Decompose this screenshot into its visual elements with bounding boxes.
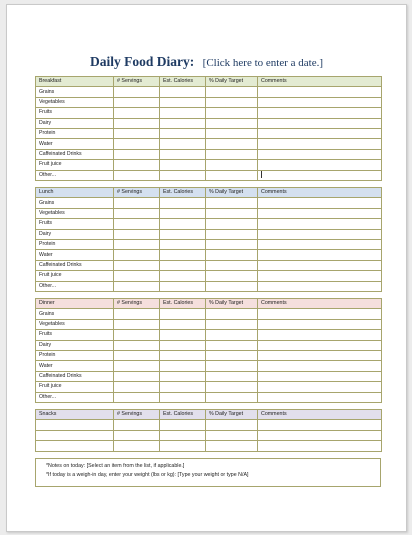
comments-cell[interactable]: [258, 350, 382, 360]
row-label: Caffeinated Drinks: [36, 260, 114, 270]
diary-title: [7, 53, 406, 71]
table-row: [36, 208, 382, 218]
dinner-table: [35, 298, 382, 403]
snack-cell[interactable]: [36, 430, 114, 440]
table-row: [36, 271, 382, 281]
row-label: Water: [36, 139, 114, 149]
servings-cell[interactable]: [114, 361, 160, 371]
col-header-calories: Est. Calories: [160, 77, 206, 87]
servings-cell[interactable]: [114, 229, 160, 239]
calories-cell[interactable]: [160, 340, 206, 350]
servings-cell[interactable]: [114, 160, 160, 170]
row-label: Fruit juice: [36, 160, 114, 170]
table-row: [36, 281, 382, 291]
comments-cell[interactable]: [258, 361, 382, 371]
comments-cell[interactable]: [258, 319, 382, 329]
comments-cell[interactable]: [258, 208, 382, 218]
servings-cell[interactable]: [114, 208, 160, 218]
table-row: [36, 371, 382, 381]
servings-cell[interactable]: [114, 149, 160, 159]
table-row: [36, 340, 382, 350]
snacks-table: [35, 409, 382, 452]
servings-cell[interactable]: [114, 108, 160, 118]
calories-cell[interactable]: [160, 219, 206, 229]
target-cell[interactable]: [206, 309, 258, 319]
col-header-servings: # Servings: [114, 77, 160, 87]
breakfast-table: [35, 76, 382, 181]
table-row: [36, 87, 382, 97]
servings-cell[interactable]: [114, 441, 160, 451]
calories-cell[interactable]: [160, 271, 206, 281]
table-row: [36, 128, 382, 138]
target-cell[interactable]: [206, 260, 258, 270]
target-cell[interactable]: [206, 382, 258, 392]
target-cell[interactable]: [206, 441, 258, 451]
notes-line[interactable]: *Notes on today: [Select an item from the list, if applicable.]: [46, 463, 185, 469]
col-header-comments: Comments: [258, 410, 382, 420]
calories-cell[interactable]: [160, 198, 206, 208]
target-cell[interactable]: [206, 271, 258, 281]
target-cell[interactable]: [206, 340, 258, 350]
row-label: Water: [36, 361, 114, 371]
row-label: Dairy: [36, 229, 114, 239]
row-label: Protein: [36, 128, 114, 138]
comments-cell[interactable]: [258, 87, 382, 97]
row-label: Dairy: [36, 340, 114, 350]
snacks-header-row: [36, 410, 382, 420]
target-cell[interactable]: [206, 239, 258, 249]
calories-cell[interactable]: [160, 392, 206, 402]
row-label: Fruit juice: [36, 271, 114, 281]
target-cell[interactable]: [206, 250, 258, 260]
calories-cell[interactable]: [160, 441, 206, 451]
row-label: Fruits: [36, 330, 114, 340]
comments-cell[interactable]: [258, 330, 382, 340]
target-cell[interactable]: [206, 198, 258, 208]
section-label-lunch: Lunch: [36, 188, 114, 198]
row-label: Grains: [36, 198, 114, 208]
target-cell[interactable]: [206, 170, 258, 180]
calories-cell[interactable]: [160, 250, 206, 260]
comments-cell[interactable]: [258, 382, 382, 392]
servings-cell[interactable]: [114, 371, 160, 381]
comments-cell[interactable]: [258, 139, 382, 149]
row-label: Water: [36, 250, 114, 260]
comments-cell[interactable]: [258, 340, 382, 350]
comments-cell[interactable]: [258, 160, 382, 170]
servings-cell[interactable]: [114, 330, 160, 340]
table-row: [36, 309, 382, 319]
target-cell[interactable]: [206, 108, 258, 118]
comments-cell[interactable]: [258, 392, 382, 402]
calories-cell[interactable]: [160, 371, 206, 381]
calories-cell[interactable]: [160, 97, 206, 107]
col-header-calories: Est. Calories: [160, 410, 206, 420]
calories-cell[interactable]: [160, 382, 206, 392]
calories-cell[interactable]: [160, 239, 206, 249]
col-header-servings: # Servings: [114, 410, 160, 420]
row-label: Other...: [36, 170, 114, 180]
col-header-daily-target: % Daily Target: [206, 299, 258, 309]
lunch-table: [35, 187, 382, 292]
table-row: [36, 361, 382, 371]
row-label: Protein: [36, 350, 114, 360]
comments-cell[interactable]: [258, 250, 382, 260]
table-row: [36, 392, 382, 402]
comments-cell[interactable]: [258, 441, 382, 451]
row-label: Dairy: [36, 118, 114, 128]
col-header-servings: # Servings: [114, 188, 160, 198]
comments-cell[interactable]: [258, 149, 382, 159]
calories-cell[interactable]: [160, 260, 206, 270]
row-label: Caffeinated Drinks: [36, 371, 114, 381]
target-cell[interactable]: [206, 208, 258, 218]
table-row: [36, 108, 382, 118]
calories-cell[interactable]: [160, 319, 206, 329]
section-label-snacks: Snacks: [36, 410, 114, 420]
col-header-servings: # Servings: [114, 299, 160, 309]
comments-cell[interactable]: [258, 118, 382, 128]
servings-cell[interactable]: [114, 420, 160, 430]
table-row: [36, 350, 382, 360]
calories-cell[interactable]: [160, 330, 206, 340]
calories-cell[interactable]: [160, 281, 206, 291]
target-cell[interactable]: [206, 87, 258, 97]
servings-cell[interactable]: [114, 430, 160, 440]
servings-cell[interactable]: [114, 281, 160, 291]
page-title: Daily Food Diary:: [89, 54, 195, 69]
servings-cell[interactable]: [114, 392, 160, 402]
servings-cell[interactable]: [114, 239, 160, 249]
section-label-dinner: Dinner: [36, 299, 114, 309]
col-header-daily-target: % Daily Target: [206, 77, 258, 87]
table-row: [36, 97, 382, 107]
calories-cell[interactable]: [160, 108, 206, 118]
comments-cell[interactable]: [258, 430, 382, 440]
col-header-comments: Comments: [258, 77, 382, 87]
calories-cell[interactable]: [160, 430, 206, 440]
col-header-daily-target: % Daily Target: [206, 410, 258, 420]
calories-cell[interactable]: [160, 170, 206, 180]
calories-cell[interactable]: [160, 361, 206, 371]
target-cell[interactable]: [206, 350, 258, 360]
col-header-calories: Est. Calories: [160, 188, 206, 198]
col-header-calories: Est. Calories: [160, 299, 206, 309]
servings-cell[interactable]: [114, 139, 160, 149]
calories-cell[interactable]: [160, 208, 206, 218]
target-cell[interactable]: [206, 281, 258, 291]
table-row: [36, 420, 382, 430]
table-row: [36, 139, 382, 149]
comments-cell[interactable]: [258, 260, 382, 270]
calories-cell[interactable]: [160, 350, 206, 360]
servings-cell[interactable]: [114, 128, 160, 138]
breakfast-header-row: [36, 77, 382, 87]
comments-cell[interactable]: [258, 97, 382, 107]
target-cell[interactable]: [206, 149, 258, 159]
table-row: [36, 149, 382, 159]
date-field[interactable]: [Click here to enter a date.]: [202, 57, 324, 69]
row-label: Vegetables: [36, 208, 114, 218]
table-row: [36, 330, 382, 340]
table-row: [36, 382, 382, 392]
comments-cell[interactable]: [258, 420, 382, 430]
target-cell[interactable]: [206, 139, 258, 149]
dinner-header-row: [36, 299, 382, 309]
row-label: Fruits: [36, 219, 114, 229]
servings-cell[interactable]: [114, 170, 160, 180]
comments-cell[interactable]: [258, 128, 382, 138]
target-cell[interactable]: [206, 118, 258, 128]
target-cell[interactable]: [206, 229, 258, 239]
weigh-in-line[interactable]: *If today is a weigh-in day, enter your weight (lbs or kg): [Type your weight or type N/A]: [46, 472, 249, 478]
servings-cell[interactable]: [114, 87, 160, 97]
servings-cell[interactable]: [114, 319, 160, 329]
table-row: [36, 441, 382, 451]
comments-cell[interactable]: [258, 309, 382, 319]
servings-cell[interactable]: [114, 250, 160, 260]
servings-cell[interactable]: [114, 309, 160, 319]
row-label: Other...: [36, 392, 114, 402]
target-cell[interactable]: [206, 392, 258, 402]
row-label: Fruits: [36, 108, 114, 118]
row-label: Vegetables: [36, 319, 114, 329]
calories-cell[interactable]: [160, 160, 206, 170]
table-row: [36, 170, 382, 180]
lunch-header-row: [36, 188, 382, 198]
table-row: [36, 260, 382, 270]
calories-cell[interactable]: [160, 420, 206, 430]
table-row: [36, 319, 382, 329]
calories-cell[interactable]: [160, 87, 206, 97]
servings-cell[interactable]: [114, 118, 160, 128]
col-header-comments: Comments: [258, 188, 382, 198]
target-cell[interactable]: [206, 219, 258, 229]
table-row: [36, 160, 382, 170]
calories-cell[interactable]: [160, 309, 206, 319]
target-cell[interactable]: [206, 420, 258, 430]
notes-box: [35, 458, 381, 487]
target-cell[interactable]: [206, 330, 258, 340]
comments-cell[interactable]: [258, 271, 382, 281]
row-label: Grains: [36, 87, 114, 97]
target-cell[interactable]: [206, 361, 258, 371]
servings-cell[interactable]: [114, 382, 160, 392]
row-label: Fruit juice: [36, 382, 114, 392]
calories-cell[interactable]: [160, 128, 206, 138]
document-page: [6, 4, 407, 532]
calories-cell[interactable]: [160, 149, 206, 159]
calories-cell[interactable]: [160, 118, 206, 128]
row-label: Other...: [36, 281, 114, 291]
comments-cell[interactable]: [258, 239, 382, 249]
row-label: Grains: [36, 309, 114, 319]
servings-cell[interactable]: [114, 271, 160, 281]
comments-cell[interactable]: [258, 219, 382, 229]
row-label: Protein: [36, 239, 114, 249]
comments-cell[interactable]: [258, 170, 382, 180]
row-label: Caffeinated Drinks: [36, 149, 114, 159]
table-row: [36, 118, 382, 128]
target-cell[interactable]: [206, 430, 258, 440]
servings-cell[interactable]: [114, 198, 160, 208]
servings-cell[interactable]: [114, 340, 160, 350]
table-row: [36, 239, 382, 249]
comments-cell[interactable]: [258, 198, 382, 208]
table-row: [36, 229, 382, 239]
table-row: [36, 250, 382, 260]
col-header-comments: Comments: [258, 299, 382, 309]
servings-cell[interactable]: [114, 219, 160, 229]
table-row: [36, 219, 382, 229]
target-cell[interactable]: [206, 371, 258, 381]
comments-cell[interactable]: [258, 108, 382, 118]
comments-cell[interactable]: [258, 229, 382, 239]
comments-cell[interactable]: [258, 281, 382, 291]
section-label-breakfast: Breakfast: [36, 77, 114, 87]
text-cursor: [261, 171, 262, 178]
row-label: Vegetables: [36, 97, 114, 107]
col-header-daily-target: % Daily Target: [206, 188, 258, 198]
table-row: [36, 430, 382, 440]
calories-cell[interactable]: [160, 139, 206, 149]
snack-cell[interactable]: [36, 420, 114, 430]
target-cell[interactable]: [206, 319, 258, 329]
target-cell[interactable]: [206, 97, 258, 107]
target-cell[interactable]: [206, 128, 258, 138]
table-row: [36, 198, 382, 208]
servings-cell[interactable]: [114, 350, 160, 360]
snack-cell[interactable]: [36, 441, 114, 451]
target-cell[interactable]: [206, 160, 258, 170]
servings-cell[interactable]: [114, 260, 160, 270]
servings-cell[interactable]: [114, 97, 160, 107]
comments-cell[interactable]: [258, 371, 382, 381]
calories-cell[interactable]: [160, 229, 206, 239]
